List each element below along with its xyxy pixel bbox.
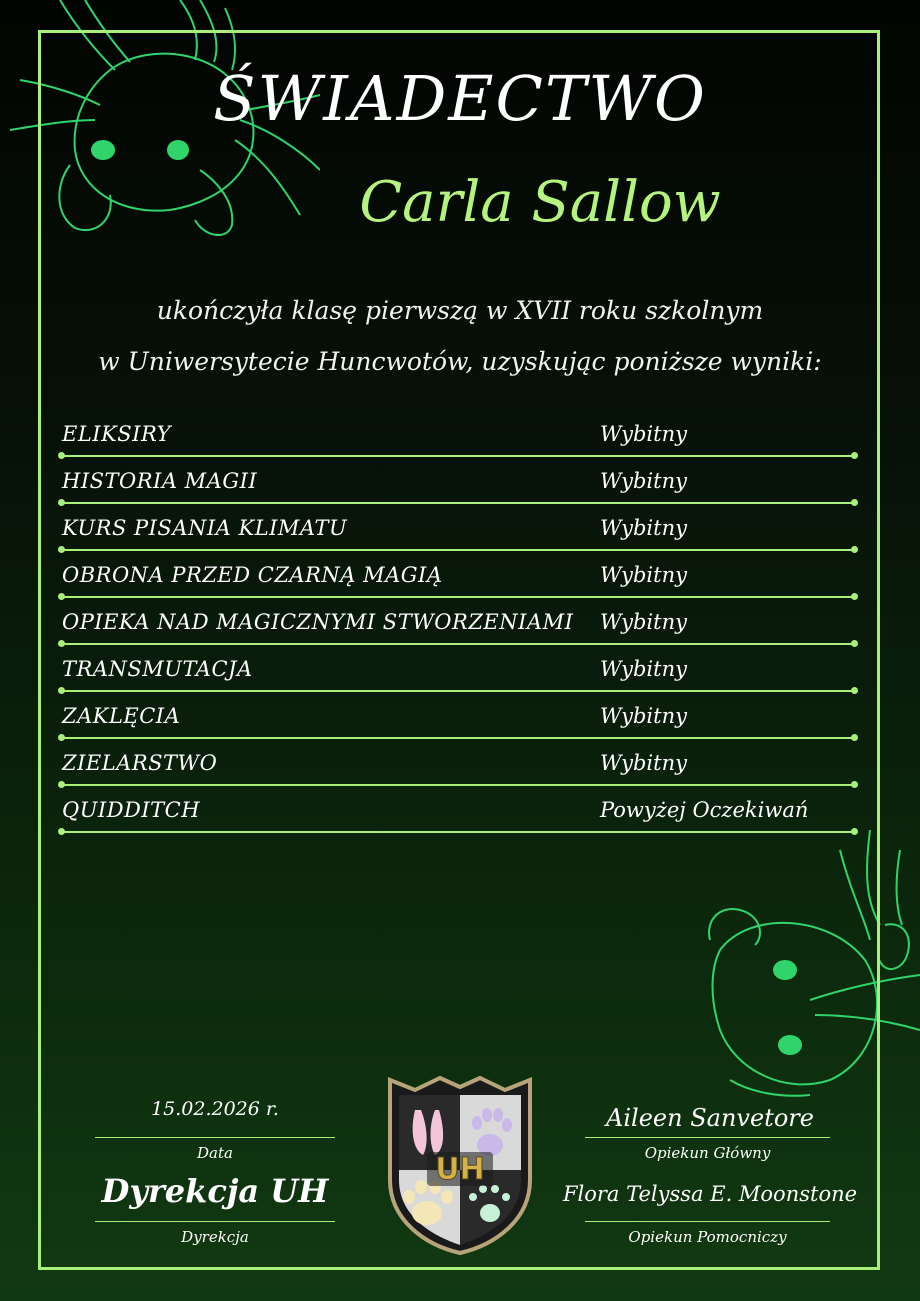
row-divider (60, 737, 856, 739)
grade-row (60, 653, 860, 700)
direction-signature: Dyrekcja UH (101, 1172, 329, 1210)
crest-initials: UH (435, 1152, 485, 1187)
subject-name: OBRONA PRZED CZARNĄ MAGIĄ (62, 563, 443, 587)
grade-row (60, 559, 860, 606)
subject-name: ZAKLĘCIA (62, 704, 181, 728)
grade-value: Wybitny (600, 469, 687, 493)
row-divider (60, 549, 856, 551)
grade-row (60, 700, 860, 747)
grade-value: Powyżej Oczekiwań (600, 798, 809, 822)
row-divider (60, 690, 856, 692)
subject-name: KURS PISANIA KLIMATU (62, 516, 348, 540)
grade-value: Wybitny (600, 657, 687, 681)
grade-row (60, 606, 860, 653)
assistant-guardian-signature: Flora Telyssa E. Moonstone (562, 1182, 858, 1206)
grade-row (60, 512, 860, 559)
grade-value: Wybitny (600, 751, 687, 775)
grade-value: Wybitny (600, 563, 687, 587)
grade-value: Wybitny (600, 704, 687, 728)
date-line (95, 1137, 335, 1138)
grade-value: Wybitny (600, 516, 687, 540)
grade-value: Wybitny (600, 610, 687, 634)
grade-row (60, 418, 860, 465)
row-divider (60, 596, 856, 598)
student-name: Carla Sallow (359, 170, 721, 235)
grade-row (60, 794, 860, 841)
row-divider (60, 455, 856, 457)
row-divider (60, 831, 856, 833)
subject-name: ZIELARSTWO (62, 751, 218, 775)
head-guardian-signature: Aileen Sanvetore (606, 1104, 814, 1132)
direction-line (95, 1221, 335, 1222)
subject-name: HISTORIA MAGII (62, 469, 258, 493)
row-divider (60, 502, 856, 504)
certificate-title: ŚWIADECTWO (213, 62, 707, 135)
date-value: 15.02.2026 r. (151, 1098, 279, 1120)
subject-name: OPIEKA NAD MAGICZNYMI STWORZENIAMI (62, 610, 574, 634)
head-guardian-line (585, 1137, 830, 1138)
assistant-guardian-label: Opiekun Pomocniczy (628, 1228, 787, 1246)
school-crest (385, 1075, 535, 1255)
head-guardian-label: Opiekun Główny (644, 1144, 771, 1162)
row-divider (60, 643, 856, 645)
subject-name: TRANSMUTACJA (62, 657, 253, 681)
grade-row (60, 465, 860, 512)
intro-line-2: w Uniwersytecie Huncwotów, uzyskując poniższe wyniki: (98, 347, 822, 376)
direction-label: Dyrekcja (181, 1228, 249, 1246)
subject-name: QUIDDITCH (62, 798, 201, 822)
subject-name: ELIKSIRY (62, 422, 171, 446)
grade-value: Wybitny (600, 422, 687, 446)
grade-row (60, 747, 860, 794)
row-divider (60, 784, 856, 786)
intro-line-1: ukończyła klasę pierwszą w XVII roku szkolnym (156, 296, 764, 325)
date-label: Data (197, 1144, 233, 1162)
grades-list (60, 418, 860, 841)
assistant-guardian-line (585, 1221, 830, 1222)
